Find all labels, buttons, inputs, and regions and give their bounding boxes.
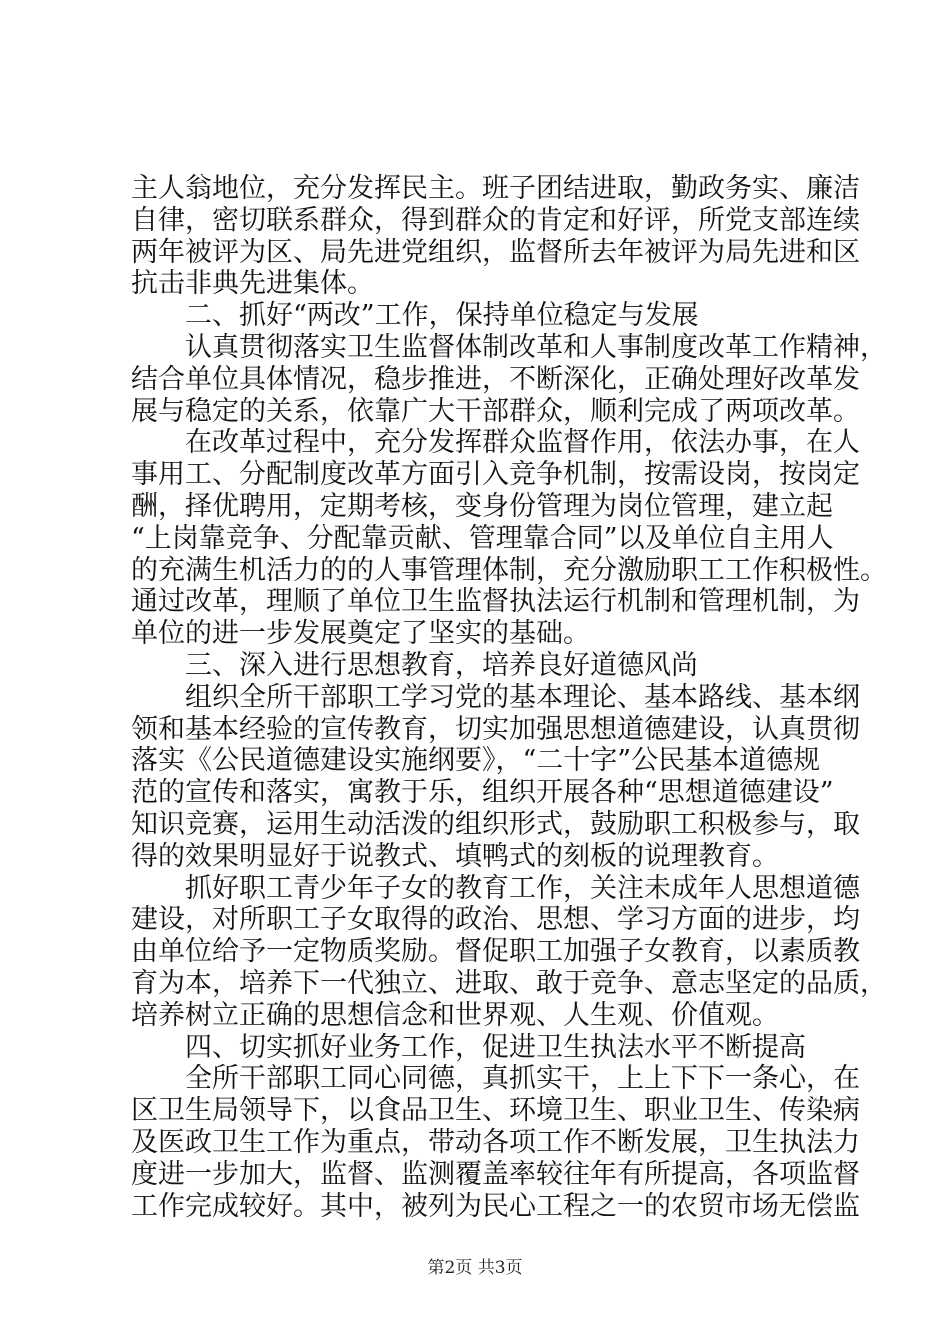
text-line: 组织全所干部职工学习党的基本理论、基本路线、基本纲 <box>131 681 860 713</box>
text-line: 认真贯彻落实卫生监督体制改革和人事制度改革工作精神， <box>131 331 887 363</box>
text-line: 在改革过程中，充分发挥群众监督作用，依法办事，在人 <box>131 427 860 459</box>
text-line: 二、抓好“两改”工作，保持单位稳定与发展 <box>131 300 699 332</box>
text-line: 展与稳定的关系，依靠广大干部群众，顺利完成了两项改革。 <box>131 395 860 427</box>
text-line: 落实《公民道德建设实施纲要》，“二十字”公民基本道德规 <box>131 745 821 777</box>
text-line: 得的效果明显好于说教式、填鸭式的刻板的说理教育。 <box>131 840 779 872</box>
text-line: 的充满生机活力的的人事管理体制，充分激励职工工作积极性。 <box>131 554 887 586</box>
text-line: 度进一步加大，监督、监测覆盖率较往年有所提高，各项监督 <box>131 1158 860 1190</box>
text-line: 结合单位具体情况，稳步推进，不断深化，正确处理好改革发 <box>131 363 860 395</box>
text-line: 通过改革，理顺了单位卫生监督执法运行机制和管理机制，为 <box>131 586 860 618</box>
text-line: 自律，密切联系群众，得到群众的肯定和好评，所党支部连续 <box>131 204 860 236</box>
page-footer: 第2页 共3页 <box>427 1258 523 1278</box>
text-line: 建设，对所职工子女取得的政治、思想、学习方面的进步，均 <box>131 904 860 936</box>
text-line: 由单位给予一定物质奖励。督促职工加强子女教育，以素质教 <box>131 936 860 968</box>
text-line: 工作完成较好。其中，被列为民心工程之一的农贸市场无偿监 <box>131 1190 860 1222</box>
text-line: 范的宣传和落实，寓教于乐，组织开展各种“思想道德建设” <box>131 777 834 809</box>
text-line: 四、切实抓好业务工作，促进卫生执法水平不断提高 <box>131 1031 806 1063</box>
text-line: 培养树立正确的思想信念和世界观、人生观、价值观。 <box>131 999 779 1031</box>
text-line: 领和基本经验的宣传教育，切实加强思想道德建设，认真贯彻 <box>131 713 860 745</box>
text-line: 两年被评为区、局先进党组织，监督所去年被评为局先进和区 <box>131 236 860 268</box>
text-line: 酬，择优聘用，定期考核，变身份管理为岗位管理，建立起 <box>131 490 833 522</box>
text-line: “上岗靠竞争、分配靠贡献、管理靠合同”以及单位自主用人 <box>131 522 834 554</box>
text-line: 及医政卫生工作为重点，带动各项工作不断发展，卫生执法力 <box>131 1126 860 1158</box>
text-line: 区卫生局领导下，以食品卫生、环境卫生、职业卫生、传染病 <box>131 1095 860 1127</box>
text-line: 抗击非典先进集体。 <box>131 268 374 300</box>
text-line: 育为本，培养下一代独立、进取、敢于竞争、意志坚定的品质， <box>131 967 887 999</box>
document-body <box>131 173 887 1222</box>
text-line: 抓好职工青少年子女的教育工作，关注未成年人思想道德 <box>131 872 860 904</box>
text-line: 单位的进一步发展奠定了坚实的基础。 <box>131 618 590 650</box>
text-line: 知识竞赛，运用生动活泼的组织形式，鼓励职工积极参与，取 <box>131 808 860 840</box>
text-line: 主人翁地位，充分发挥民主。班子团结进取，勤政务实、廉洁 <box>131 173 860 204</box>
text-line: 三、深入进行思想教育，培养良好道德风尚 <box>131 649 698 681</box>
text-line: 事用工、分配制度改革方面引入竞争机制，按需设岗，按岗定 <box>131 459 860 491</box>
text-line: 全所干部职工同心同德，真抓实干，上上下下一条心，在 <box>131 1063 860 1095</box>
